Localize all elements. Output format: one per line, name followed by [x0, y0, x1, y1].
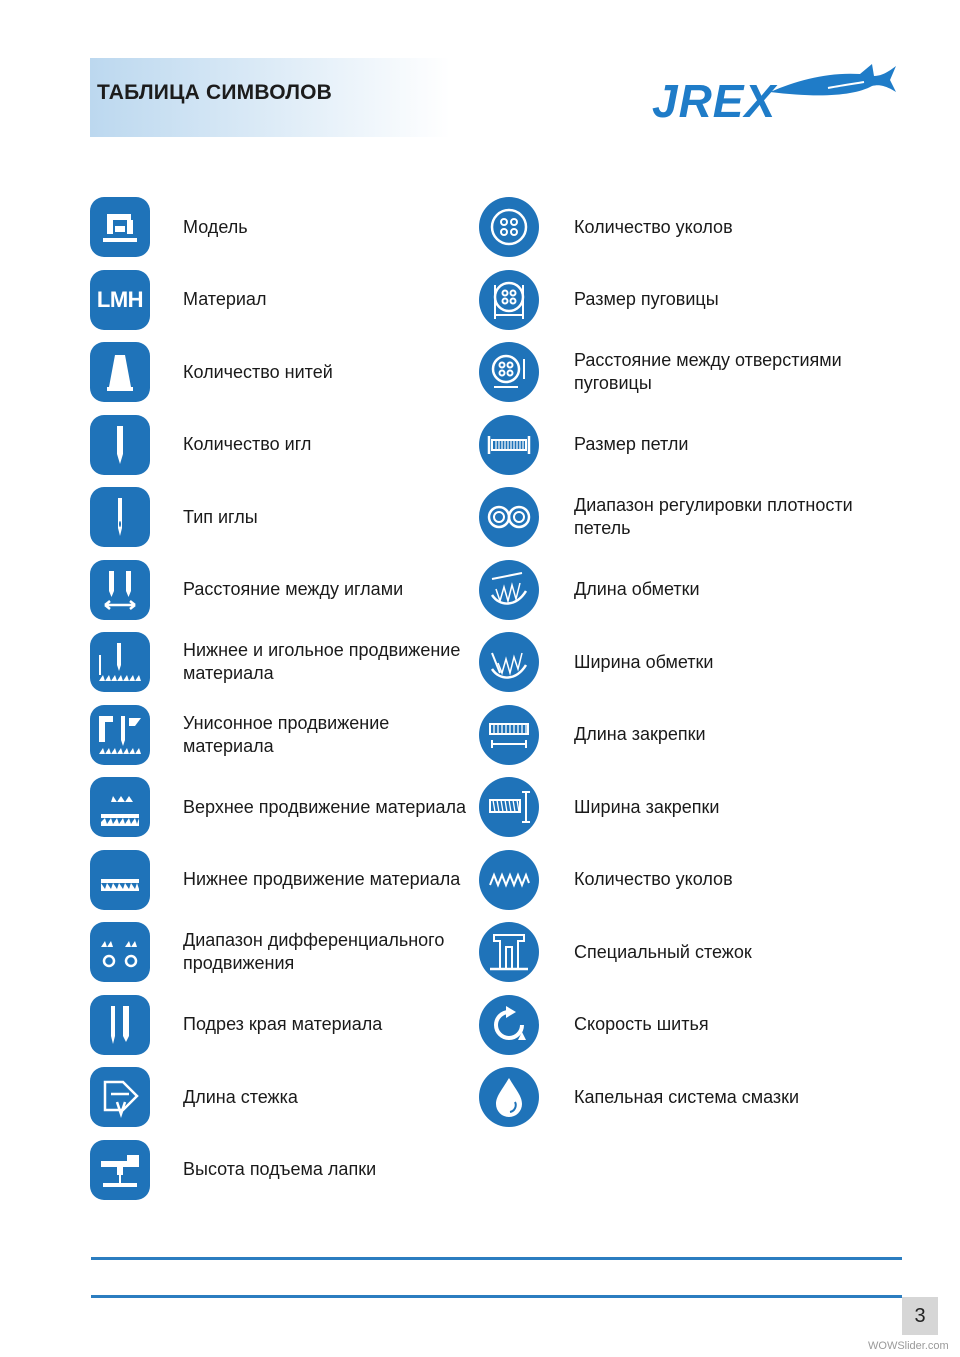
symbol-label: Длина обметки: [574, 579, 700, 599]
symbol-label: Длина закрепки: [574, 724, 706, 744]
symbol-label: Ширина обметки: [574, 651, 714, 672]
unison-feed-icon: [90, 705, 150, 765]
list-item: [90, 486, 510, 559]
list-item: [479, 414, 899, 487]
bartack-length-icon: [479, 705, 539, 765]
symbol-label: Тип иглы: [183, 506, 258, 527]
list-item: [90, 631, 510, 704]
button-hole-distance-icon: [479, 342, 539, 402]
symbol-label: Количество уколов: [574, 216, 733, 237]
zigzag-stitch-icon: [479, 850, 539, 910]
list-item: [479, 341, 899, 414]
list-item: [479, 849, 899, 922]
oil-drop-icon: [479, 1067, 539, 1127]
needle-type-icon: [90, 487, 150, 547]
list-item: [479, 631, 899, 704]
symbol-label: Количество уколов: [574, 869, 733, 889]
list-item: [479, 704, 899, 777]
list-item: [479, 196, 899, 269]
list-item: [479, 994, 899, 1067]
brand-logo-text: JREX: [652, 75, 777, 127]
list-item: [479, 776, 899, 849]
needle-icon: [90, 415, 150, 475]
page-number: 3: [902, 1297, 938, 1335]
top-feed-icon: [90, 777, 150, 837]
symbol-label: Высота подъема лапки: [183, 1159, 377, 1179]
list-item: [90, 341, 510, 414]
list-item: [90, 414, 510, 487]
lmh-icon-text: LMH: [96, 286, 144, 312]
needle-distance-icon: [90, 560, 150, 620]
symbol-label: Ширина закрепки: [574, 796, 720, 817]
symbol-label: Диапазон регулировки плотности петель: [574, 495, 853, 538]
list-item: [479, 486, 899, 559]
symbol-label: Длина стежка: [183, 1086, 298, 1107]
list-item: [90, 849, 510, 922]
overlock-length-icon: [479, 560, 539, 620]
buttonhole-size-icon: [479, 415, 539, 475]
list-item: [90, 559, 510, 632]
list-item: [90, 921, 510, 994]
thread-spool-icon: [90, 342, 150, 402]
symbol-label: Подрез края материала: [183, 1014, 383, 1034]
list-item: [90, 1139, 510, 1212]
symbol-label: Диапазон дифференциального продвижения: [183, 930, 445, 973]
list-item: [90, 994, 510, 1067]
special-stitch-icon: [479, 922, 539, 982]
sewing-machine-icon: [90, 197, 150, 257]
bartack-width-icon: [479, 777, 539, 837]
differential-feed-icon: [90, 922, 150, 982]
symbol-label: Расстояние между иглами: [183, 579, 404, 599]
symbols-left-column: [90, 196, 510, 1211]
list-item: [90, 704, 510, 777]
symbol-label: Количество нитей: [183, 361, 333, 382]
symbol-label: Нижнее продвижение материала: [183, 869, 461, 889]
footer-divider-top: [91, 1257, 902, 1260]
symbol-label: Верхнее продвижение материала: [183, 796, 466, 817]
symbol-label: Материал: [183, 289, 267, 309]
symbol-label: Капельная система смазки: [574, 1086, 800, 1107]
overlock-width-icon: [479, 632, 539, 692]
page-title: ТАБЛИЦА СИМВОЛОВ: [97, 81, 333, 104]
edge-trimmer-icon: [90, 995, 150, 1055]
shark-icon: [768, 58, 898, 108]
button-icon: [479, 197, 539, 257]
symbol-label: Нижнее и игольное продвижение материала: [183, 640, 461, 683]
list-item: [479, 921, 899, 994]
button-size-icon: [479, 270, 539, 330]
footer-divider-bottom: [91, 1295, 902, 1298]
symbol-label: Размер пуговицы: [574, 289, 719, 309]
symbol-label: Специальный стежок: [574, 941, 752, 962]
sewing-speed-icon: [479, 995, 539, 1055]
stitch-length-icon: [90, 1067, 150, 1127]
list-item: [90, 269, 510, 342]
list-item: [479, 1066, 899, 1139]
bottom-needle-feed-icon: [90, 632, 150, 692]
presser-foot-lift-icon: [90, 1140, 150, 1200]
symbols-right-column: [479, 196, 899, 1139]
symbol-label: Модель: [183, 216, 248, 237]
list-item: [90, 196, 510, 269]
symbol-label: Расстояние между отверстиями пуговицы: [574, 350, 842, 393]
loop-density-icon: [479, 487, 539, 547]
material-lmh-icon: [90, 270, 150, 330]
symbol-label: Унисонное продвижение материала: [183, 712, 390, 756]
watermark-text: WOWSlider.com: [868, 1340, 949, 1352]
list-item: [90, 1066, 510, 1139]
brand-logo: [648, 58, 900, 134]
list-item: [479, 269, 899, 342]
symbol-label: Размер петли: [574, 434, 689, 454]
symbol-label: Скорость шитья: [574, 1014, 709, 1034]
symbol-label: Количество игл: [183, 434, 312, 454]
list-item: [479, 559, 899, 632]
list-item: [90, 776, 510, 849]
bottom-feed-icon: [90, 850, 150, 910]
